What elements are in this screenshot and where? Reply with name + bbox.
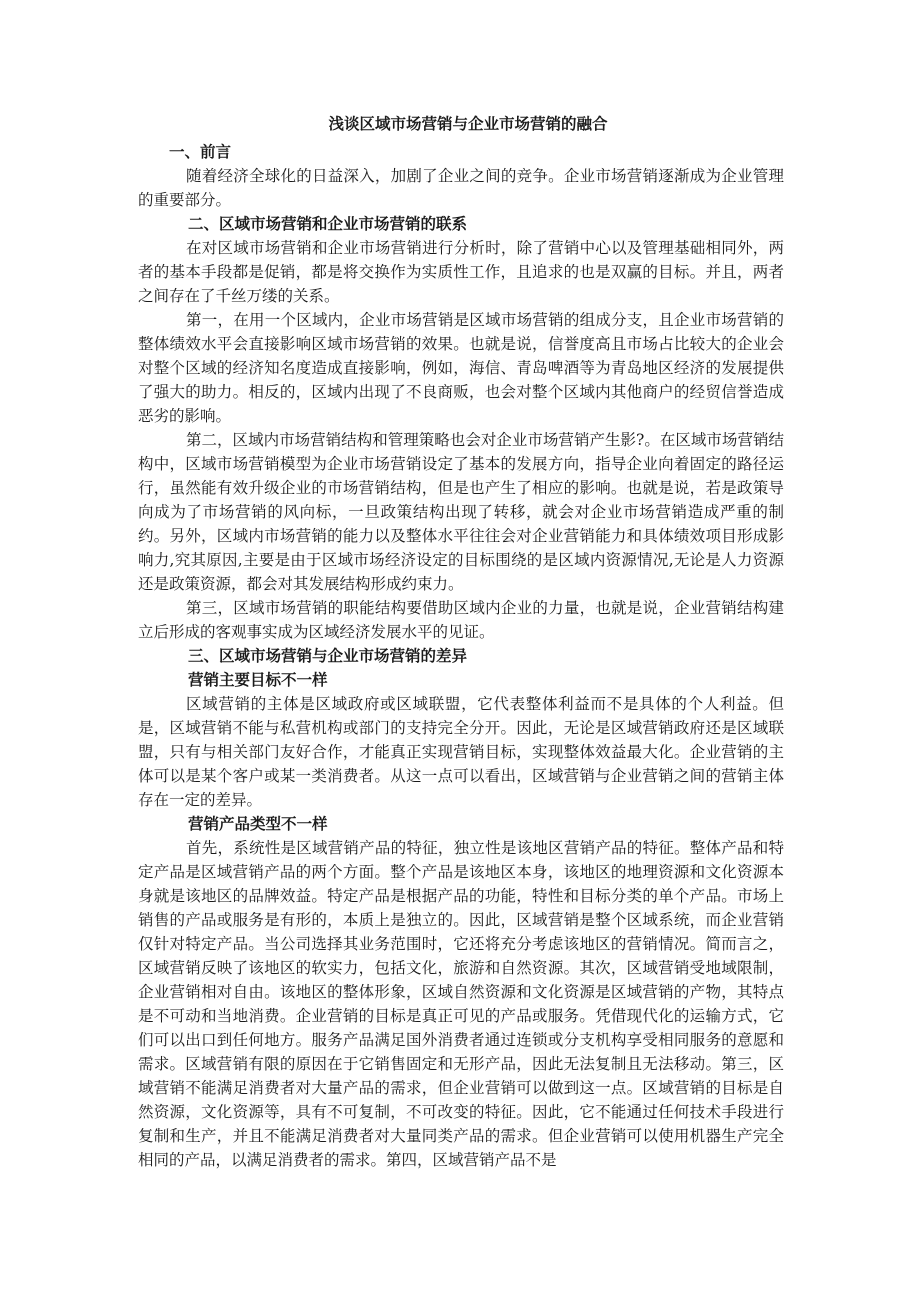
section-heading: 营销主要目标不一样 xyxy=(188,670,328,689)
body-paragraph: 在对区域市场营销和企业市场营销进行分析时，除了营销中心以及管理基础相同外，两者的基本手段都是促销，都是将交换作为实质性工作，且追求的也是双赢的目标。并且，两者之间存在了千丝万缕的关系。 xyxy=(138,239,784,305)
body-paragraph: 第二，区域内市场营销结构和管理策略也会对企业市场营销产生影?。在区域市场营销结构中，区域市场营销模型为企业市场营销设定了基本的发展方向，指导企业向着固定的路径运行，虽然能有效升级企业的市场营销结构，但是也产生了相应的影响。也就是说，若是政策导向成为了市场营销的风向标，一旦政策结构出现了转移，就会对企业市场营销造成严重的制约。另外，区域内市场营销的能力以及整体水平往往会对企业营销能力和具体绩效项目形成影响力,究其原因,主要是由于区域市场经济设定的目标围绕的是区域内资源情况,无论是人力资源还是政策资源，都会对其发展结构形成约束力。 xyxy=(138,431,784,593)
body-paragraph: 随着经济全球化的日益深入，加剧了企业之间的竞争。企业市场营销逐渐成为企业管理的重要部分。 xyxy=(138,167,784,209)
document-title: 浅谈区域市场营销与企业市场营销的融合 xyxy=(328,114,608,133)
section-heading: 一、前言 xyxy=(169,142,232,161)
body-paragraph: 第一，在用一个区域内，企业市场营销是区域市场营销的组成分支，且企业市场营销的整体绩效水平会直接影响区域市场营销的效果。也就是说，信誉度高且市场占比较大的企业会对整个区域的经济知名度造成直接影响，例如，海信、青岛啤酒等为青岛地区经济的发展提供了强大的助力。相反的，区域内出现了不良商贩，也会对整个区域内其他商户的经贸信誉造成恶劣的影响。 xyxy=(138,311,784,425)
body-paragraph: 首先，系统性是区域营销产品的特征，独立性是该地区营销产品的特征。整体产品和特定产品是区域营销产品的两个方面。整个产品是该地区本身，该地区的地理资源和文化资源本身就是该地区的品牌效益。特定产品是根据产品的功能，特性和目标分类的单个产品。市场上销售的产品或服务是有形的，本质上是独立的。因此，区域营销是整个区域系统，而企业营销仅针对特定产品。当公司选择其业务范围时，它还将充分考虑该地区的营销情况。简而言之，区域营销反映了该地区的软实力，包括文化，旅游和自然资源。其次，区域营销受地域限制，企业营销相对自由。该地区的整体形象，区域自然资源和文化资源是区域营销的产物，其特点是不可动和当地消费。企业营销的目标是真正可见的产品或服务。凭借现代化的运输方式，它们可以出口到任何地方。服务产品满足国外消费者通过连锁或分支机构享受相同服务的意愿和需求。区域营销有限的原因在于它销售固定和无形产品，因此无法复制且无法移动。第三，区域营销不能满足消费者对大量产品的需求，但企业营销可以做到这一点。区域营销的目标是自然资源，文化资源等，具有不可复制，不可改变的特征。因此，它不能通过任何技术手段进行复制和生产，并且不能满足消费者对大量同类产品的需求。但企业营销可以使用机器生产完全相同的产品，以满足消费者的需求。第四，区域营销产品不是 xyxy=(138,839,784,1169)
body-paragraph: 区域营销的主体是区域政府或区域联盟，它代表整体利益而不是具体的个人利益。但是，区域营销不能与私营机构或部门的支持完全分开。因此，无论是区域营销政府还是区域联盟，只有与相关部门友好合作，才能真正实现营销目标，实现整体效益最大化。企业营销的主体可以是某个客户或某一类消费者。从这一点可以看出，区域营销与企业营销之间的营销主体存在一定的差异。 xyxy=(138,695,784,809)
document-page xyxy=(138,108,784,1172)
section-heading: 营销产品类型不一样 xyxy=(188,814,328,833)
section-heading: 二、区域市场营销和企业市场营销的联系 xyxy=(188,214,468,233)
body-paragraph: 第三，区域市场营销的职能结构要借助区域内企业的力量，也就是说，企业营销结构建立后形成的客观事实成为区域经济发展水平的见证。 xyxy=(138,599,784,641)
section-heading: 三、区域市场营销与企业市场营销的差异 xyxy=(188,646,468,665)
document-body xyxy=(138,140,784,1172)
